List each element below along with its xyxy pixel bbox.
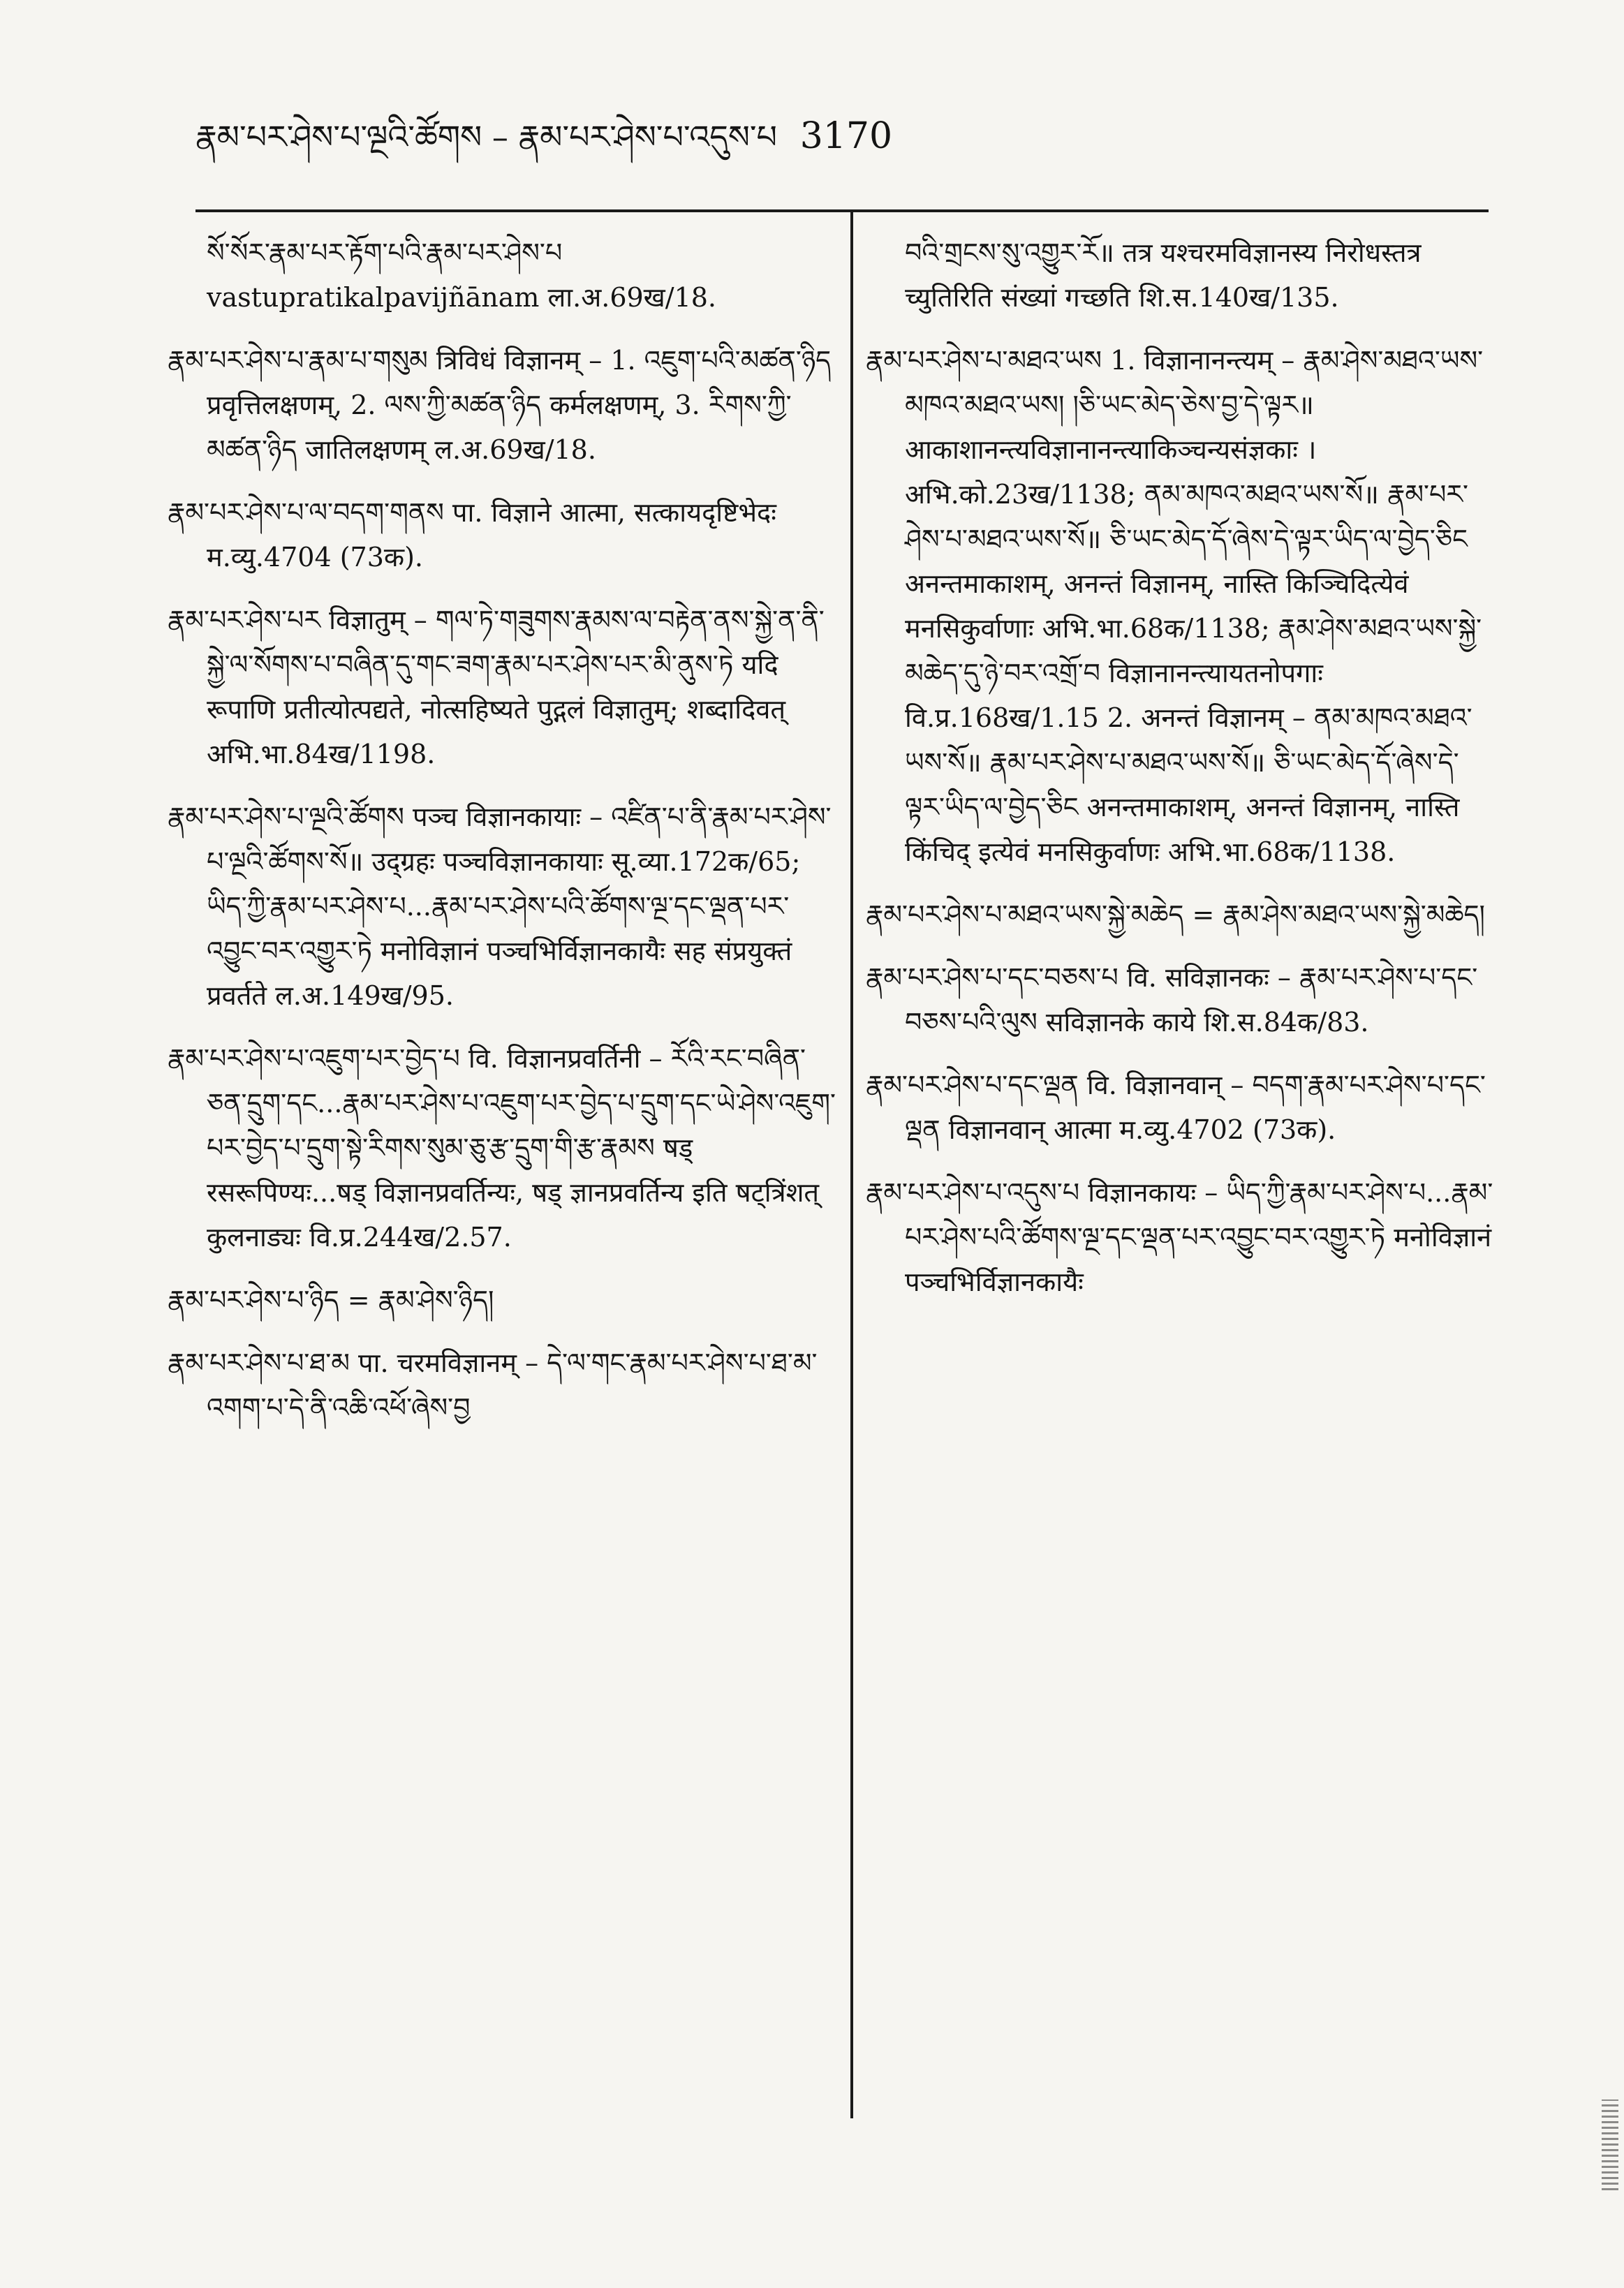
dictionary-entry: རྣམ་པར་ཤེས་པ་རྣམ་པ་གསུམ त्रिविधं विज्ञानम् – 1. འཇུག་པའི་མཚན་ཉིད प्रवृत्तिलक्षणम्, 2. ལས་ཀྱི་མཚན་ཉིད कर्मलक्षणम्, 3. རིགས་ཀྱི་མཚན་ཉིད जातिलक्षणम् ल.अ.69ख/18. <box>168 345 832 465</box>
dictionary-entry: རྣམ་པར་ཤེས་པ་ཐ་མ पा. चरमविज्ञानम् – དེ་ལ་གང་རྣམ་པར་ཤེས་པ་ཐ་མ་འགག་པ་དེ་ནི་འཆི་འཕོ་ཞེས་བྱ <box>168 1348 818 1423</box>
dictionary-entry: རྣམ་པར་ཤེས་པ་ཉིད = རྣམ་ཤེས་ཉིད། <box>168 1285 494 1315</box>
dictionary-entry: རྣམ་པར་ཤེས་པ་མཐའ་ཡས་སྐྱེ་མཆེད = རྣམ་ཤེས་མཐའ་ཡས་སྐྱེ་མཆེད། <box>866 899 1485 930</box>
dictionary-entry: རྣམ་པར་ཤེས་པ་འཇུག་པར་བྱེད་པ वि. विज्ञानप्रवर्तिनी – རོའི་རང་བཞིན་ཅན་དྲུག་དང...རྣམ་པར་ཤེས་པ་འཇུག་པར་བྱེད་པ་དྲུག་དང་ཡེ་ཤེས་འཇུག་པར་བྱེད་པ་དྲུག་སྟེ་རིགས་སུམ་ཅུ་རྩ་དྲུག་གི་རྩ་རྣམས षड् रसरूपिण्यः...षड् विज्ञानप्रवर्तिन्यः, षड् ज्ञानप्रवर्तिन्य इति षट्त्रिंशत् कुलनाड्यः वि.प्र.244ख/2.57. <box>168 1043 836 1253</box>
header-rule <box>195 209 1489 212</box>
dictionary-entry: རྣམ་པར་ཤེས་པ་མཐའ་ཡས 1. विज्ञानानन्त्यम् – རྣམ་ཤེས་མཐའ་ཡས་མཁའ་མཐའ་ཡས། །ཅི་ཡང་མེད་ཅེས་བྱ་དེ་ལྟར॥ आकाशानन्त्यविज्ञानानन्त्याकिञ्चन्यसंज्ञकाः । अभि.को.23ख/1138; ནམ་མཁའ་མཐའ་ཡས་སོ॥ རྣམ་པར་ཤེས་པ་མཐའ་ཡས་སོ॥ ཅི་ཡང་མེད་དོ་ཞེས་དེ་ལྟར་ཡིད་ལ་བྱེད་ཅིང अनन्तमाकाशम्, अनन्तं विज्ञानम्, नास्ति किञ्चिदित्येवं मनसिकुर्वाणाः अभि.भा.68क/1138; རྣམ་ཤེས་མཐའ་ཡས་སྐྱེ་མཆེད་དུ་ཉེ་བར་འགྲོ་བ विज्ञानानन्त्यायतनोपगाः वि.प्र.168ख/1.15 2. अनन्तं विज्ञानम् – ནམ་མཁའ་མཐའ་ཡས་སོ॥ རྣམ་པར་ཤེས་པ་མཐའ་ཡས་སོ॥ ཅི་ཡང་མེད་དོ་ཞེས་དེ་ལྟར་ཡིད་ལ་བྱེད་ཅིང अनन्तमाकाशम्, अनन्तं विज्ञानम्, नास्ति किंचिद् इत्येवं मनसिकुर्वाणः अभि.भा.68क/1138. <box>866 345 1484 867</box>
scan-edge-mark <box>1602 2099 1618 2190</box>
dictionary-entry: སོ་སོར་རྣམ་པར་རྟོག་པའི་རྣམ་པར་ཤེས་པ vastupratikalpavijñānam ला.अ.69ख/18. <box>207 237 716 313</box>
running-header <box>195 105 1243 168</box>
dictionary-entry: རྣམ་པར་ཤེས་པ་དང་ལྡན वि. विज्ञानवान् – བདག་རྣམ་པར་ཤེས་པ་དང་ལྡན विज्ञानवान् आत्मा म.व्यु.4702 (73क). <box>866 1070 1486 1145</box>
page-number: 3170 <box>799 115 893 157</box>
dictionary-entry: རྣམ་པར་ཤེས་པ་ལ་བདག་གནས पा. विज्ञाने आत्मा, सत्कायदृष्टिभेदः म.व्यु.4704 (73क). <box>168 497 776 573</box>
dictionary-entry: བའི་གྲངས་སུ་འགྱུར་རོ॥ तत्र यश्चरमविज्ञानस्य निरोधस्तत्र च्युतिरिति संख्यां गच्छति शि.स.140ख/135. <box>905 237 1422 313</box>
dictionary-entry: རྣམ་པར་ཤེས་པར विज्ञातुम् – གལ་ཏེ་གཟུགས་རྣམས་ལ་བརྟེན་ནས་སྐྱེ་ན་ནི་སྐྱེ་ལ་སོགས་པ་བཞིན་དུ་གང་ཟག་རྣམ་པར་ཤེས་པར་མི་ནུས་ཏེ यदि रूपाणि प्रतीत्योत्पद्यते, नोत्सहिष्यते पुद्गलं विज्ञातुम्; शब्दादिवत् अभि.भा.84ख/1198. <box>168 605 825 769</box>
dictionary-entry: རྣམ་པར་ཤེས་པ་འདུས་པ विज्ञानकायः – ཡིད་ཀྱི་རྣམ་པར་ཤེས་པ...རྣམ་པར་ཤེས་པའི་ཚོགས་ལྔ་དང་ལྡན་པར་འབྱུང་བར་འགྱུར་ཏེ मनोविज्ञानं पञ्चभिर्विज्ञानकायैः <box>866 1177 1493 1297</box>
right-column <box>866 230 1494 2130</box>
dictionary-entry: རྣམ་པར་ཤེས་པ་དང་བཅས་པ वि. सविज्ञानकः – རྣམ་པར་ཤེས་པ་དང་བཅས་པའི་ལུས सविज्ञानके काये शि.स.84क/83. <box>866 962 1478 1038</box>
column-divider <box>850 212 853 2118</box>
dictionary-entry: རྣམ་པར་ཤེས་པ་ལྔའི་ཚོགས पञ्च विज्ञानकायाः – འཛིན་པ་ནི་རྣམ་པར་ཤེས་པ་ལྔའི་ཚོགས་སོ॥ उद्ग्रहः पञ्चविज्ञानकायाः सू.व्या.172क/65; ཡིད་ཀྱི་རྣམ་པར་ཤེས་པ...རྣམ་པར་ཤེས་པའི་ཚོགས་ལྔ་དང་ལྡན་པར་འབྱུང་བར་འགྱུར་ཏེ मनोविज्ञानं पञ्चभिर्विज्ञानकायैः सह संप्रयुक्तं प्रवर्तते ल.अ.149ख/95. <box>168 802 832 1011</box>
left-column <box>168 230 838 2130</box>
header-title: རྣམ་པར་ཤེས་པ་ལྔའི་ཚོགས – རྣམ་པར་ཤེས་པ་འདུས་པ <box>195 118 778 156</box>
